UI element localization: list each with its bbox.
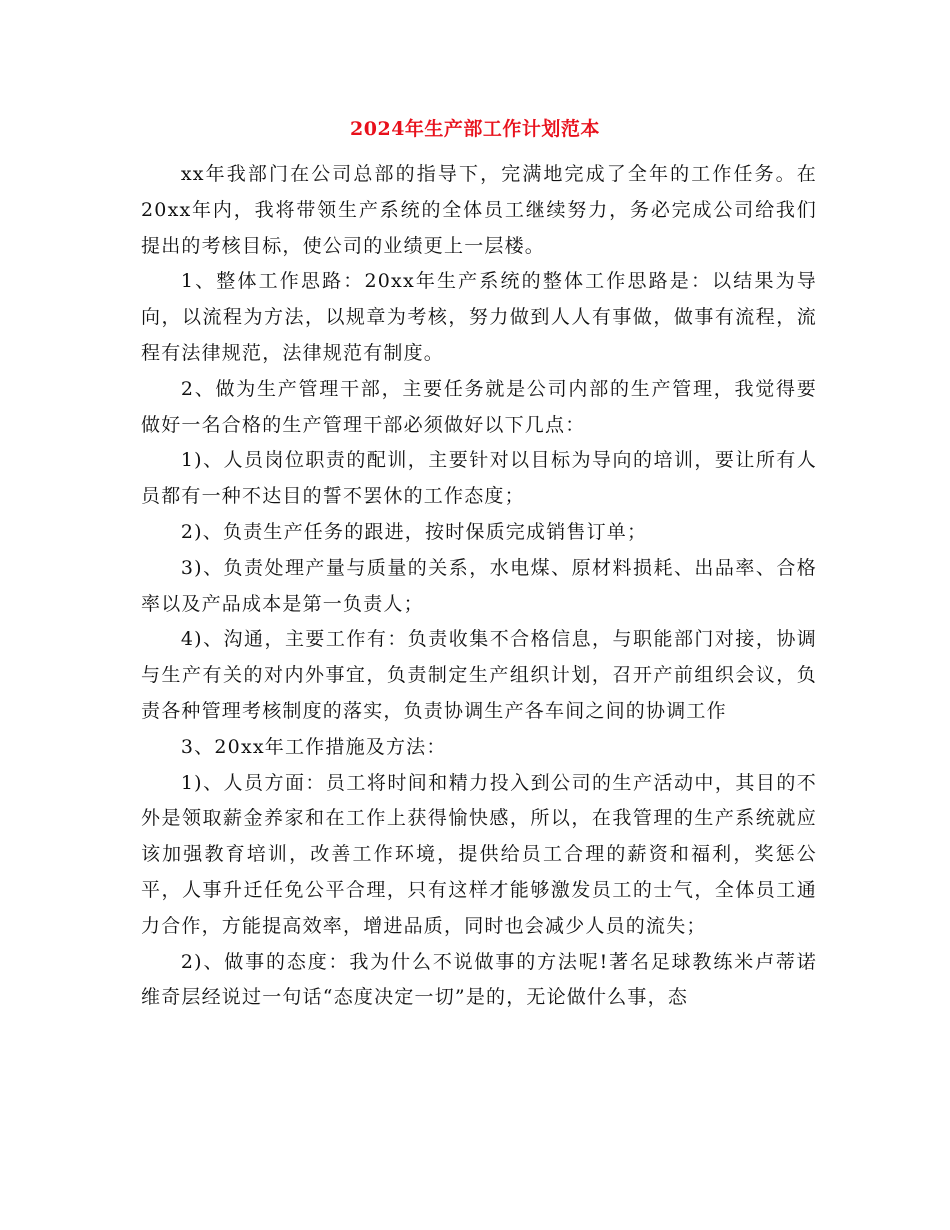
paragraph-management-role: 2、做为生产管理干部，主要任务就是公司内部的生产管理，我觉得要做好一名合格的生产管理干部必须做好以下几点： — [141, 377, 817, 436]
paragraph-item-communication: 4)、沟通，主要工作有：负责收集不合格信息，与职能部门对接，协调与生产有关的对内外事宜，负责制定生产组织计划，召开产前组织会议，负责各种管理考核制度的落实，负责协调生产各车间之间的协调工作 — [141, 628, 817, 722]
paragraph-measures-heading: 3、20xx年工作措施及方法： — [180, 735, 447, 758]
paragraph-overall-approach: 1、整体工作思路：20xx年生产系统的整体工作思路是：以结果为导向，以流程为方法，以规章为考核，努力做到人人有事做，做事有流程，流程有法律规范，法律规范有制度。 — [141, 270, 817, 364]
paragraph-item-quality: 3)、负责处理产量与质量的关系，水电煤、原材料损耗、出品率、合格率以及产品成本是第一负责人； — [141, 556, 817, 615]
paragraph-item-personnel: 1)、人员方面：员工将时间和精力投入到公司的生产活动中，其目的不外是领取薪金养家和在工作上获得愉快感，所以，在我管理的生产系统就应该加强教育培训，改善工作环境，提供给员工合理的薪资和福利，奖惩公平，人事升迁任免公平合理，只有这样才能够激发员工的士气，全体员工通力合作，方能提高效率，增进品质，同时也会减少人员的流失； — [141, 771, 817, 937]
paragraph-intro: xx年我部门在公司总部的指导下，完满地完成了全年的工作任务。在20xx年内，我将带领生产系统的全体员工继续努力，务必完成公司给我们提出的考核目标，使公司的业绩更上一层楼。 — [141, 163, 817, 257]
document-title: 2024年生产部工作计划范本 — [350, 118, 600, 140]
paragraph-item-production-tasks: 2)、负责生产任务的跟进，按时保质完成销售订单； — [180, 520, 648, 543]
paragraph-item-training: 1)、人员岗位职责的配训，主要针对以目标为导向的培训，要让所有人员都有一种不达目的誓不罢休的工作态度； — [141, 449, 817, 508]
paragraph-item-attitude: 2)、做事的态度：我为什么不说做事的方法呢!著名足球教练米卢蒂诺维奇层经说过一句话“态度决定一切”是的，无论做什么事，态 — [141, 950, 817, 1009]
document-body — [141, 157, 817, 1016]
